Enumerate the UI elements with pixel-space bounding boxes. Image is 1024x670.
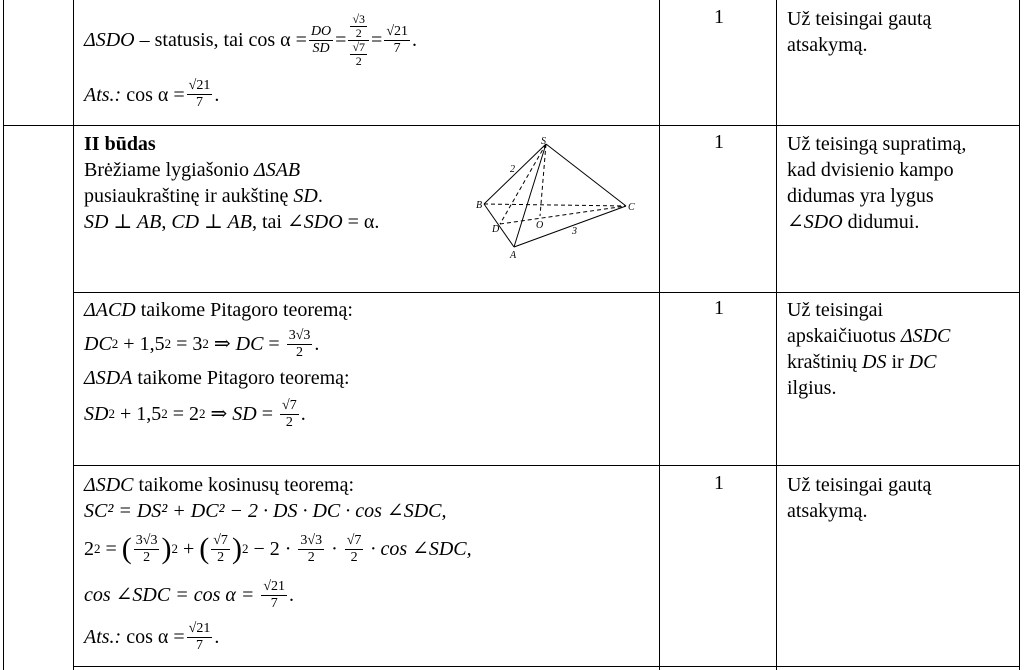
row-divider-3 [73,465,1020,466]
label-O: O [536,220,544,231]
row1-criterion: Už teisingai gautą atsakymą. [787,8,932,56]
row2-criterion: Už teisingą supratimą, kad dvisienio kampo didumas yra lygus ∠SDO didumui. [787,133,967,233]
table-border-col1 [73,0,74,670]
row3-solution: ΔACD taikome Pitagoro teoremą: DC 2 + 1,5 2 = 3 2 ⇒ DC = $\frac{3√3}{2}$ . ΔSDA taikome Pitagoro teoremą: SD 2 + 1,5 2 = 2 2 ⇒ SD = $\frac{√7}{2}$ . [84,299,353,430]
row1-answer: Ats.: cos α = $\frac{√21}{7}$ . [84,78,220,110]
label-edge-3: 3 [572,226,577,237]
table-border-col3 [776,0,777,670]
row4-solution: ΔSDC taikome kosinusų teoremą: SC² = DS² + DC² − 2 · DS · DC · cos ∠SDC, 2 2 = ( $\frac{3√3}{2}$ ) 2 + ( $\frac{√7}{2}$ ) 2 − 2 · $\frac{3√3}{2}$ · $\frac{√7}{2}$ · cos ∠SDC, cos ∠SDC = cos α = $\frac{√21}{7}$ . Ats.: cos α = $\frac{√21}{7}$ . [84,472,654,658]
pyramid-diagram [474,134,644,264]
table-border-left [3,0,4,670]
row3-score: 1 [714,297,724,319]
table-border-col2 [659,0,660,670]
row4-score: 1 [714,472,724,494]
row1-solution: ΔSDO – statusis, tai cos α = $\frac{DO}{SD}$ = $\frac{\frac{√3}{2}}{\frac{√7}{2}}$ = $\frac{√21}{7}$ . Ats.: cos α = $\frac{√21}{7}$ . [84,8,654,111]
row-divider-2 [73,292,1020,293]
label-B: B [476,200,483,211]
row2-solution: II būdas Brėžiame lygiašonio ΔSAB pusiaukraštinę ir aukštinę SD. SD ⊥ AB, CD ⊥ AB, tai ∠SDO = α. [84,131,484,235]
row4-criterion: Už teisingai gautą atsakymą. [787,474,932,522]
label-A: A [510,250,517,261]
label-S: S [541,136,546,147]
label-edge-2: 2 [510,164,515,175]
label-C: C [628,202,635,213]
row-divider-bottom [73,666,1020,667]
method-title: II būdas [84,133,156,155]
table-border-right [1019,0,1020,670]
row-divider-1 [3,125,1020,126]
row3-criterion: Už teisingai apskaičiuotus ΔSDC kraštinių DS ir DC ilgius. [787,299,951,399]
row4-answer: Ats.: cos α = $\frac{√21}{7}$ . [84,620,220,653]
row2-score: 1 [714,131,724,153]
row1-score: 1 [714,6,724,28]
label-D: D [492,224,500,235]
